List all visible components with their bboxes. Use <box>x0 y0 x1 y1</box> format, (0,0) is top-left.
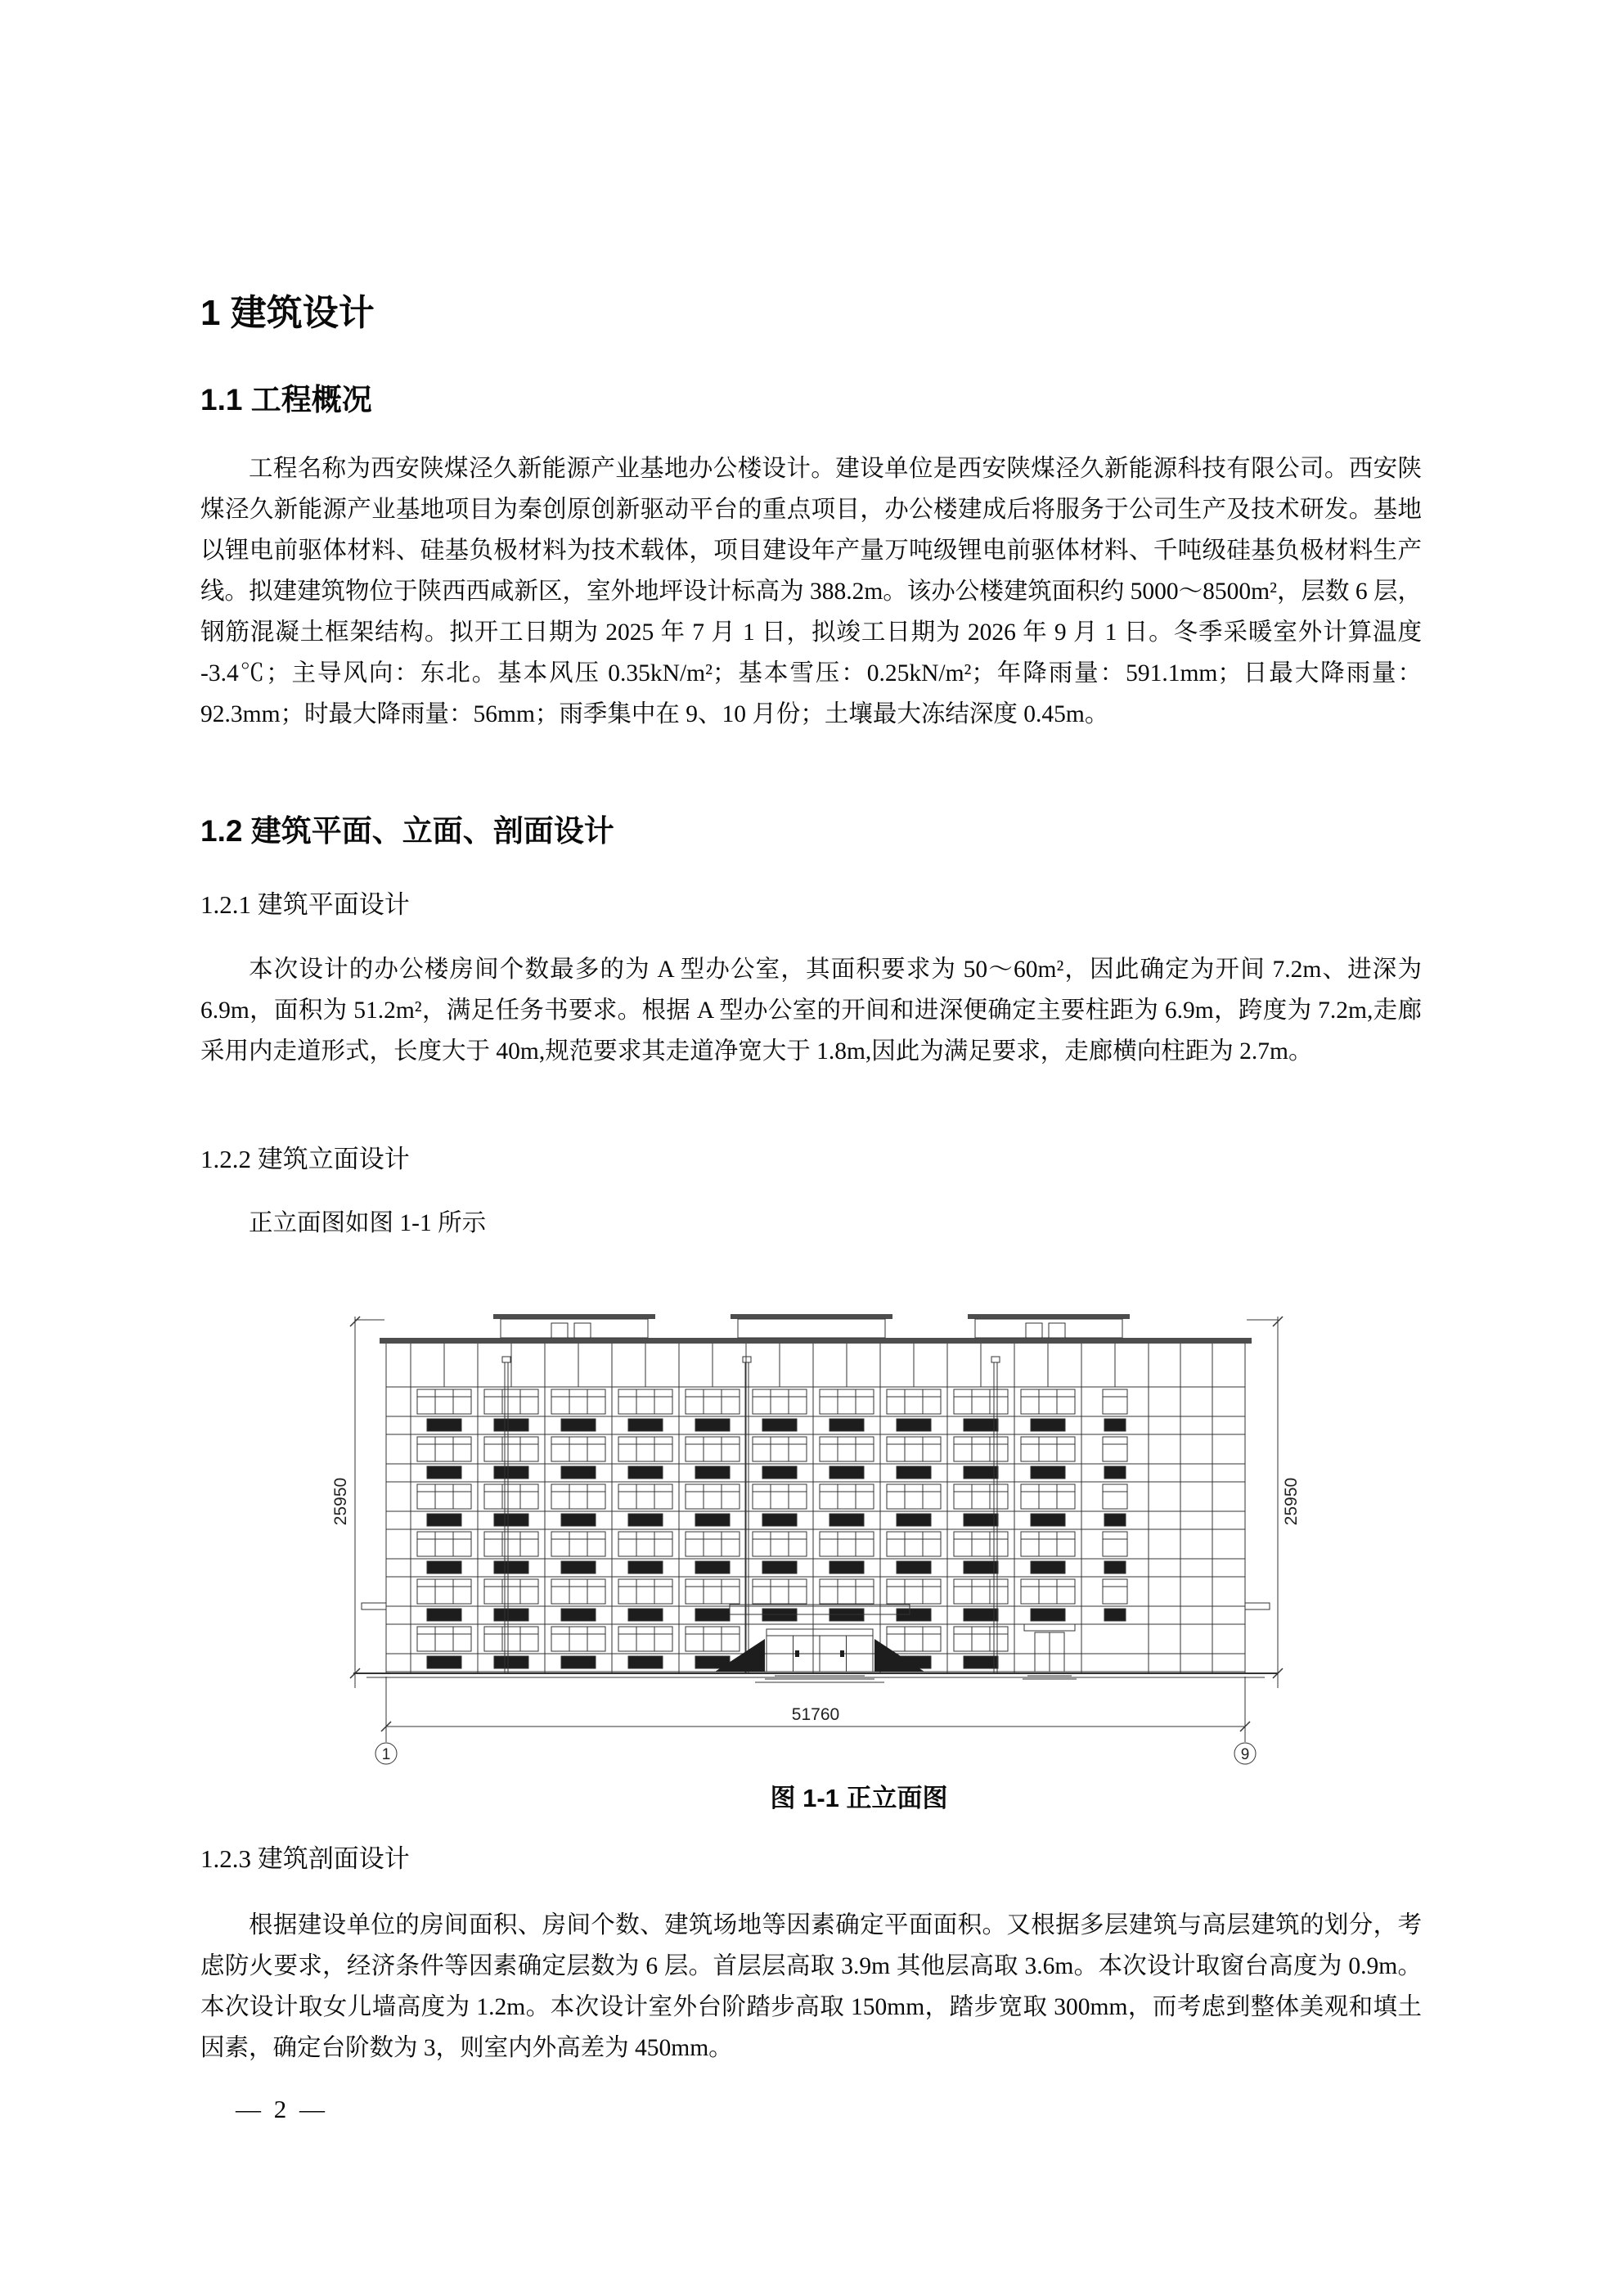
section-1-2-3-heading: 1.2.3 建筑剖面设计 <box>200 1844 410 1873</box>
section-1-1-heading: 1.1 工程概况 <box>200 383 372 416</box>
chapter-heading: 1 建筑设计 <box>200 293 375 333</box>
figure-reference-line: 正立面图如图 1-1 所示 <box>249 1210 487 1236</box>
front-elevation-drawing <box>304 1248 1319 1776</box>
section-1-2-1-paragraph: 本次设计的办公楼房间个数最多的为 A 型办公室，其面积要求为 50～60m²，因此确定为开间 7.2m、进深为 6.9m，面积为 51.2m²，满足任务书要求。根据 A 型办公室的开间和进深便确定主要柱距为 6.9m，跨度为 7.2m,走廊采用内走道形式，长度大于 40m,规范要求其走道净宽大于 1.8m,因此为满足要求，走廊横向柱距为 2.7m。 <box>200 957 1422 1065</box>
dimension-lines <box>350 1317 1283 1764</box>
axis-bubble-9-label: 9 <box>1240 1746 1250 1763</box>
page-number: — 2 — <box>236 2095 328 2123</box>
section-1-2-3-paragraph: 根据建设单位的房间面积、房间个数、建筑场地等因素确定平面面积。又根据多层建筑与高层建筑的划分，考虑防火要求，经济条件等因素确定层数为 6 层。首层层高取 3.9m 其他层高取 3.6m。本次设计取窗台高度为 0.9m。本次设计取女儿墙高度为 1.2m。本次设计室外台阶踏步高取 150mm，踏步宽取 300mm，而考虑到整体美观和填土因素，确定台阶数为 3，则室内外高差为 450mm。 <box>200 1912 1422 2061</box>
section-1-2-1-heading: 1.2.1 建筑平面设计 <box>200 890 410 919</box>
dim-height-left-label: 25950 <box>331 1477 350 1526</box>
dim-width-label: 51760 <box>791 1705 840 1724</box>
front-elevation-figure <box>304 1248 1319 1776</box>
axis-bubble-1-label: 1 <box>381 1746 391 1763</box>
dim-height-right-label: 25950 <box>1282 1477 1301 1526</box>
building-facade <box>353 1314 1278 1682</box>
section-1-2-2-heading: 1.2.2 建筑立面设计 <box>200 1145 410 1173</box>
section-1-2-heading: 1.2 建筑平面、立面、剖面设计 <box>200 814 614 848</box>
figure-caption: 图 1-1 正立面图 <box>770 1784 948 1812</box>
section-1-1-paragraph: 工程名称为西安陕煤泾久新能源产业基地办公楼设计。建设单位是西安陕煤泾久新能源科技有限公司。西安陕煤泾久新能源产业基地项目为秦创原创新驱动平台的重点项目，办公楼建成后将服务于公司生产及技术研发。基地以锂电前驱体材料、硅基负极材料为技术载体，项目建设年产量万吨级锂电前驱体材料、千吨级硅基负极材料生产线。拟建建筑物位于陕西西咸新区，室外地坪设计标高为 388.2m。该办公楼建筑面积约 5000～8500m²，层数 6 层，钢筋混凝土框架结构。拟开工日期为 2025 年 7 月 1 日，拟竣工日期为 2026 年 9 月 1 日。冬季采暖室外计算温度 -3.4℃；主导风向：东北。基本风压 0.35kN/m²；基本雪压：0.25kN/m²；年降雨量：591.1mm；日最大降雨量：92.3mm；时最大降雨量：56mm；雨季集中在 9、10 月份；土壤最大冻结深度 0.45m。 <box>200 456 1422 727</box>
